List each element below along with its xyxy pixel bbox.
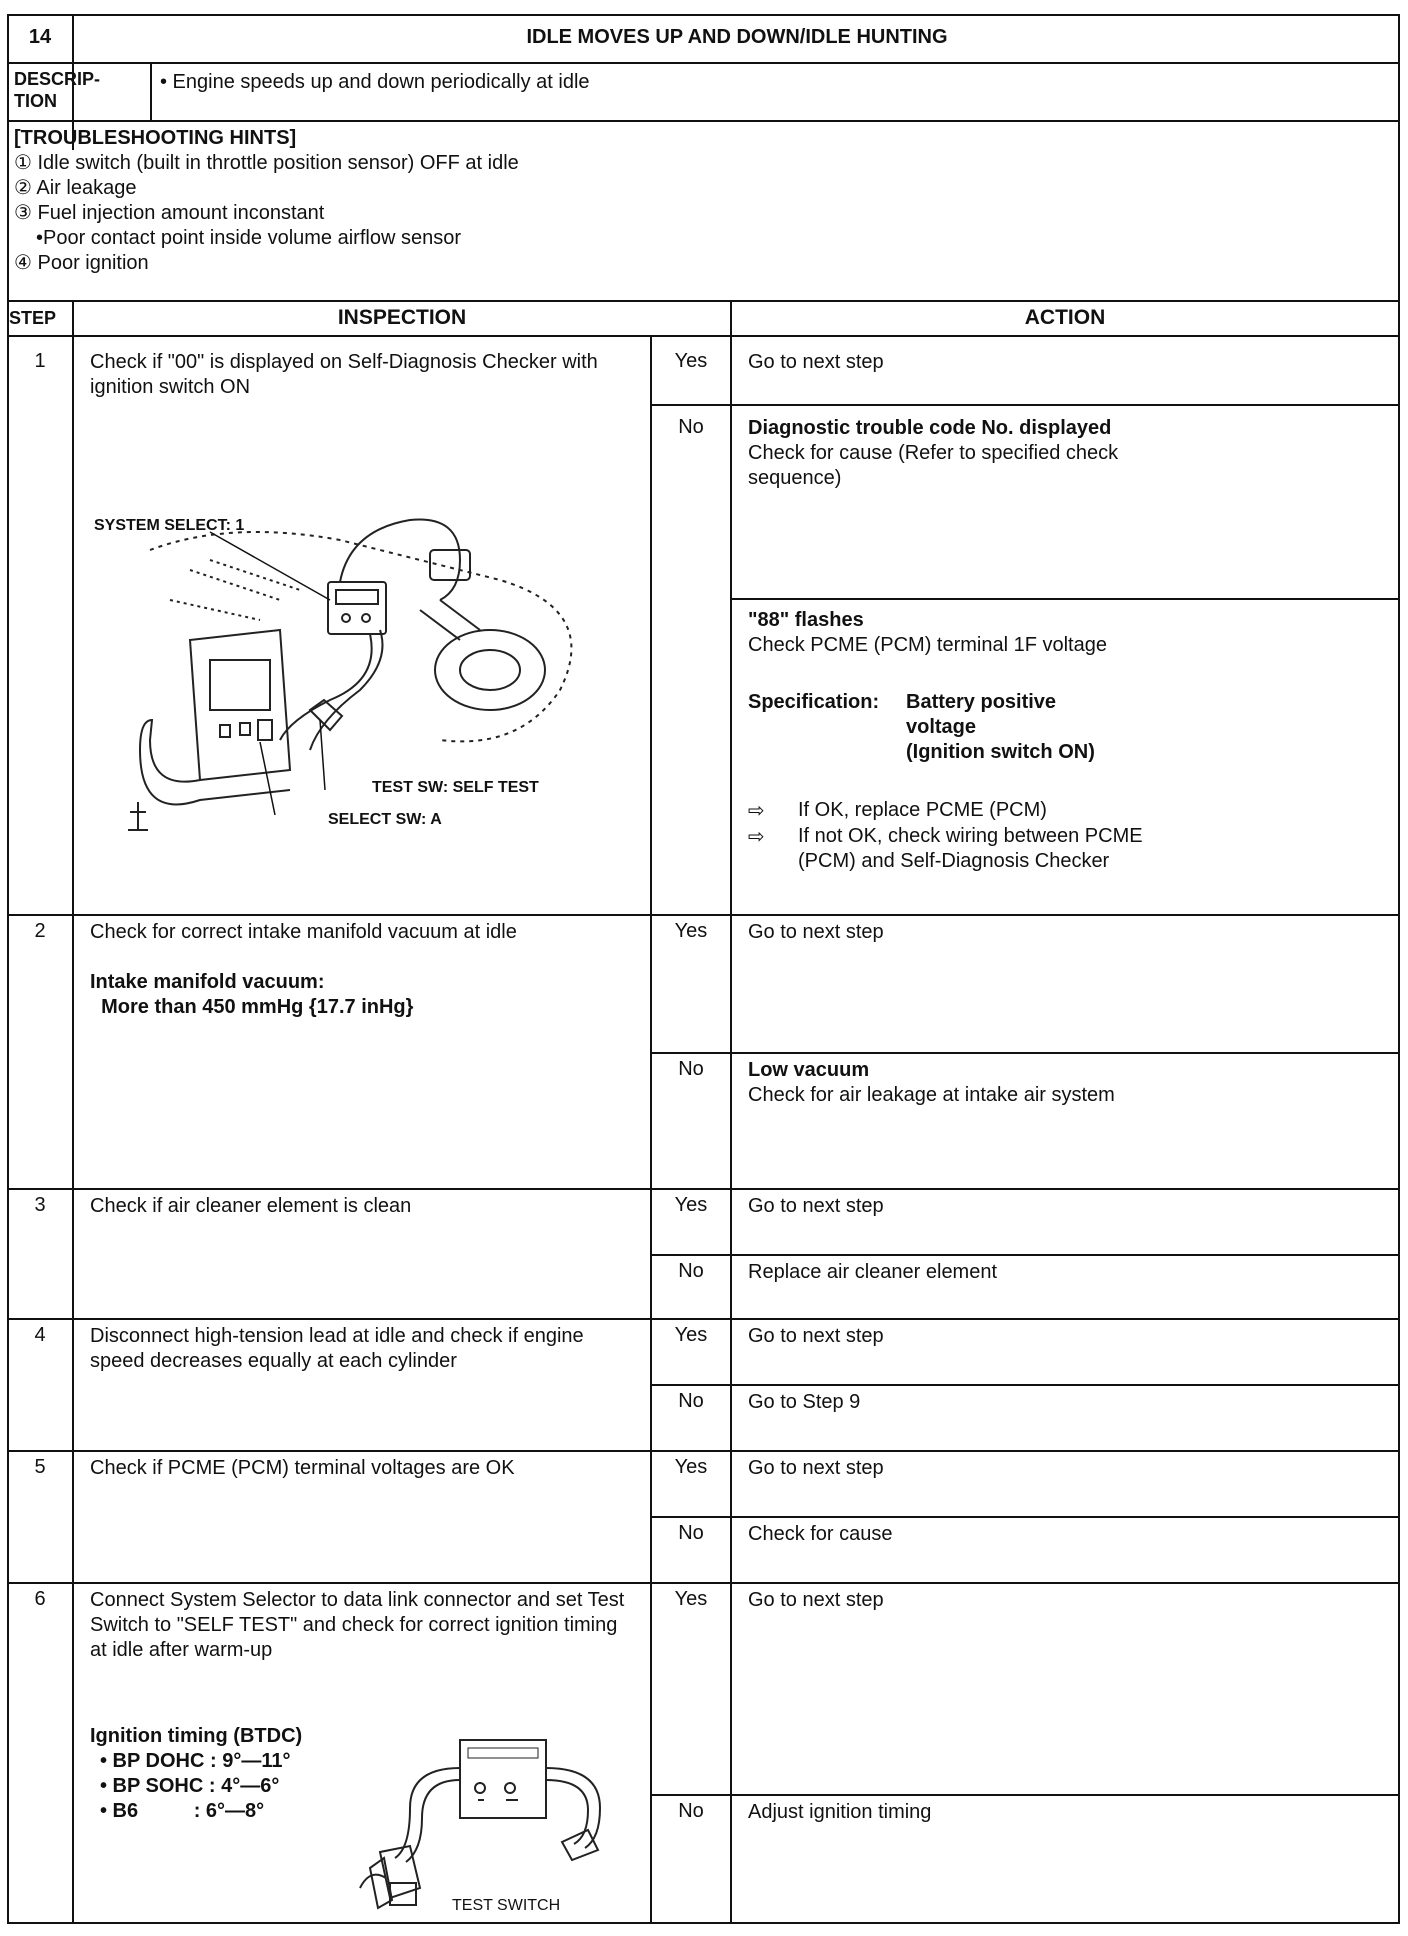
step-number: 5	[34, 1456, 46, 1478]
hint-item: ③ Fuel injection amount inconstant	[14, 202, 325, 224]
yes-label: Yes	[674, 1324, 708, 1346]
step-inspection: Check if PCME (PCM) terminal voltages are OK	[90, 1457, 515, 1479]
action-no: Replace air cleaner element	[748, 1261, 998, 1283]
no-label: No	[678, 416, 704, 438]
step-number: 3	[34, 1194, 46, 1216]
action-no: Adjust ignition timing	[748, 1801, 932, 1823]
no-label: No	[678, 1390, 704, 1412]
action-no-title: Low vacuum	[748, 1059, 870, 1081]
yes-label: Yes	[674, 1456, 708, 1478]
arrow-text: If OK, replace PCME (PCM)	[798, 799, 1047, 821]
troubleshooting-hints	[14, 126, 519, 276]
action-no	[748, 416, 1308, 491]
action-no	[748, 1058, 1148, 1108]
action-yes: Go to next step	[748, 1195, 884, 1217]
label-test-sw: TEST SW: SELF TEST	[372, 779, 539, 796]
ignition-timing-spec	[90, 1724, 302, 1824]
self-diagnosis-checker-figure	[80, 490, 640, 840]
timing-item: • BP DOHC : 9°—11°	[100, 1750, 291, 1772]
test-switch-figure	[350, 1738, 630, 1918]
action-yes: Go to next step	[748, 921, 884, 943]
page-title: IDLE MOVES UP AND DOWN/IDLE HUNTING	[526, 26, 948, 48]
step-inspection: Check if "00" is displayed on Self-Diagnosis Checker with ignition switch ON	[90, 351, 598, 398]
yes-label: Yes	[674, 350, 708, 372]
step-number: 1	[34, 350, 46, 372]
step-number: 4	[34, 1324, 46, 1346]
border-top	[7, 14, 1400, 16]
arrow-text: If not OK, check wiring between PCME (PCM) and Self-Diagnosis Checker	[798, 825, 1143, 872]
action-yes: Go to next step	[748, 351, 884, 373]
action-no-text: Check for air leakage at intake air system	[748, 1084, 1115, 1106]
col-action-header: ACTION	[1024, 306, 1106, 329]
action-yes: Go to next step	[748, 1457, 884, 1479]
no-label: No	[678, 1522, 704, 1544]
no-label: No	[678, 1800, 704, 1822]
step-inspection: Check for correct intake manifold vacuum at idle	[90, 921, 517, 943]
action-no: Check for cause	[748, 1523, 893, 1545]
hints-title: [TROUBLESHOOTING HINTS]	[14, 127, 297, 149]
timing-item: • BP SOHC : 4°—6°	[100, 1775, 280, 1797]
action-88-flashes	[748, 608, 1388, 658]
arrow-right-icon: ⇨	[748, 826, 765, 848]
hint-item: ② Air leakage	[14, 177, 137, 199]
action-yes: Go to next step	[748, 1325, 884, 1347]
arrow-right-icon: ⇨	[748, 800, 765, 822]
section-number: 14	[28, 26, 52, 48]
label-select-sw: SELECT SW: A	[328, 811, 442, 828]
step-inspection: Check if air cleaner element is clean	[90, 1195, 412, 1217]
no-label: No	[678, 1260, 704, 1282]
action-no-title: Diagnostic trouble code No. displayed	[748, 417, 1112, 439]
timing-title: Ignition timing (BTDC)	[90, 1725, 303, 1747]
hint-item: ④ Poor ignition	[14, 252, 149, 274]
spec-value: Battery positive voltage (Ignition switch ON)	[906, 691, 1095, 763]
border-bottom	[7, 1922, 1400, 1924]
action-no-text: Check for cause (Refer to specified check sequence)	[748, 442, 1119, 489]
arrow-item	[748, 798, 1388, 823]
col-step-header: STEP	[9, 308, 57, 328]
step-inspection: Disconnect high-tension lead at idle and check if engine speed decreases equally at each cylinder	[90, 1325, 584, 1372]
col-inspection-header: INSPECTION	[337, 306, 467, 329]
yes-label: Yes	[674, 920, 708, 942]
flash-title: "88" flashes	[748, 609, 864, 631]
description-label: DESCRIP- TION	[14, 69, 101, 111]
description-text: • Engine speeds up and down periodically at idle	[160, 71, 590, 93]
flash-text: Check PCME (PCM) terminal 1F voltage	[748, 634, 1107, 656]
hint-item: ① Idle switch (built in throttle position sensor) OFF at idle	[14, 152, 519, 174]
action-yes: Go to next step	[748, 1589, 884, 1611]
yes-label: Yes	[674, 1588, 708, 1610]
label-test-switch: TEST SWITCH	[452, 1897, 561, 1914]
step-spec: Intake manifold vacuum: More than 450 mmHg {17.7 inHg}	[90, 971, 414, 1018]
yes-label: Yes	[674, 1194, 708, 1216]
spec-label: Specification:	[748, 691, 880, 713]
action-no: Go to Step 9	[748, 1391, 861, 1413]
timing-item: • B6 : 6°—8°	[100, 1800, 265, 1822]
step-number: 6	[34, 1588, 46, 1610]
hint-item: •Poor contact point inside volume airflow sensor	[36, 227, 461, 249]
arrow-item	[748, 824, 1388, 874]
step-number: 2	[34, 920, 46, 942]
step-inspection: Connect System Selector to data link connector and set Test Switch to "SELF TEST" and check for correct ignition timing at idle after warm-up	[90, 1589, 625, 1661]
label-system-select: SYSTEM SELECT: 1	[94, 517, 245, 534]
no-label: No	[678, 1058, 704, 1080]
